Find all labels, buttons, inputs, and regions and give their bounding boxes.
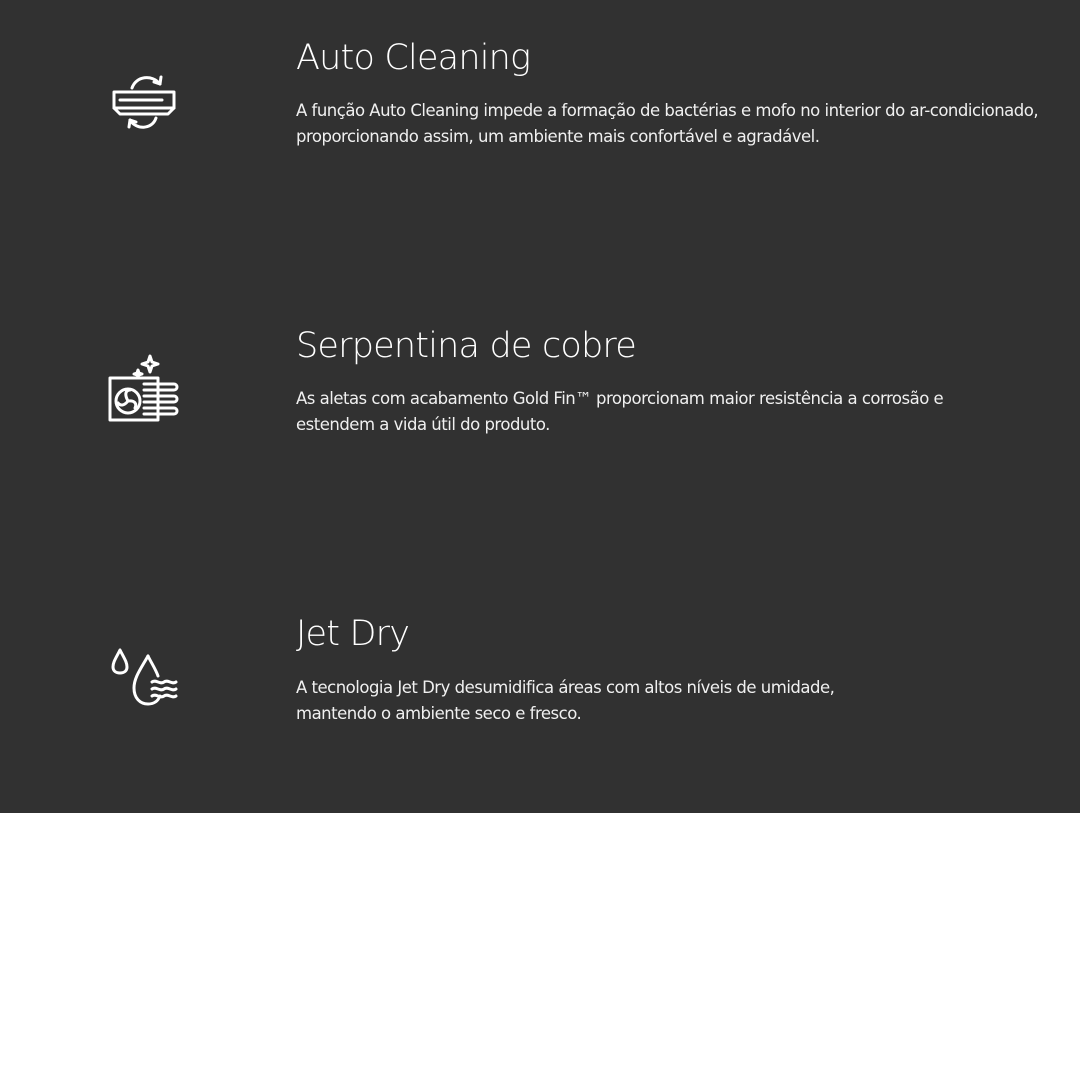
blank-footer-area xyxy=(0,813,1080,1080)
auto-cleaning-icon xyxy=(102,60,186,144)
description-line: estendem a vida útil do produto. xyxy=(296,415,550,434)
jet-dry-icon xyxy=(102,636,186,720)
feature-title: Jet Dry xyxy=(296,614,410,654)
description-line: proporcionando assim, um ambiente mais confortável e agradável. xyxy=(296,127,820,146)
feature-title: Serpentina de cobre xyxy=(296,326,636,366)
description-line: mantendo o ambiente seco e fresco. xyxy=(296,704,582,723)
feature-title: Auto Cleaning xyxy=(296,38,531,78)
description-line: A função Auto Cleaning impede a formação de bactérias e mofo no interior do ar-condicionado, xyxy=(296,101,1039,120)
copper-coil-icon xyxy=(102,348,186,432)
description-line: A tecnologia Jet Dry desumidifica áreas com altos níveis de umidade, xyxy=(296,678,835,697)
feature-description xyxy=(296,98,1056,150)
description-line: As aletas com acabamento Gold Fin™ proporcionam maior resistência a corrosão e xyxy=(296,389,944,408)
feature-description xyxy=(296,675,1056,727)
feature-description xyxy=(296,386,1056,438)
